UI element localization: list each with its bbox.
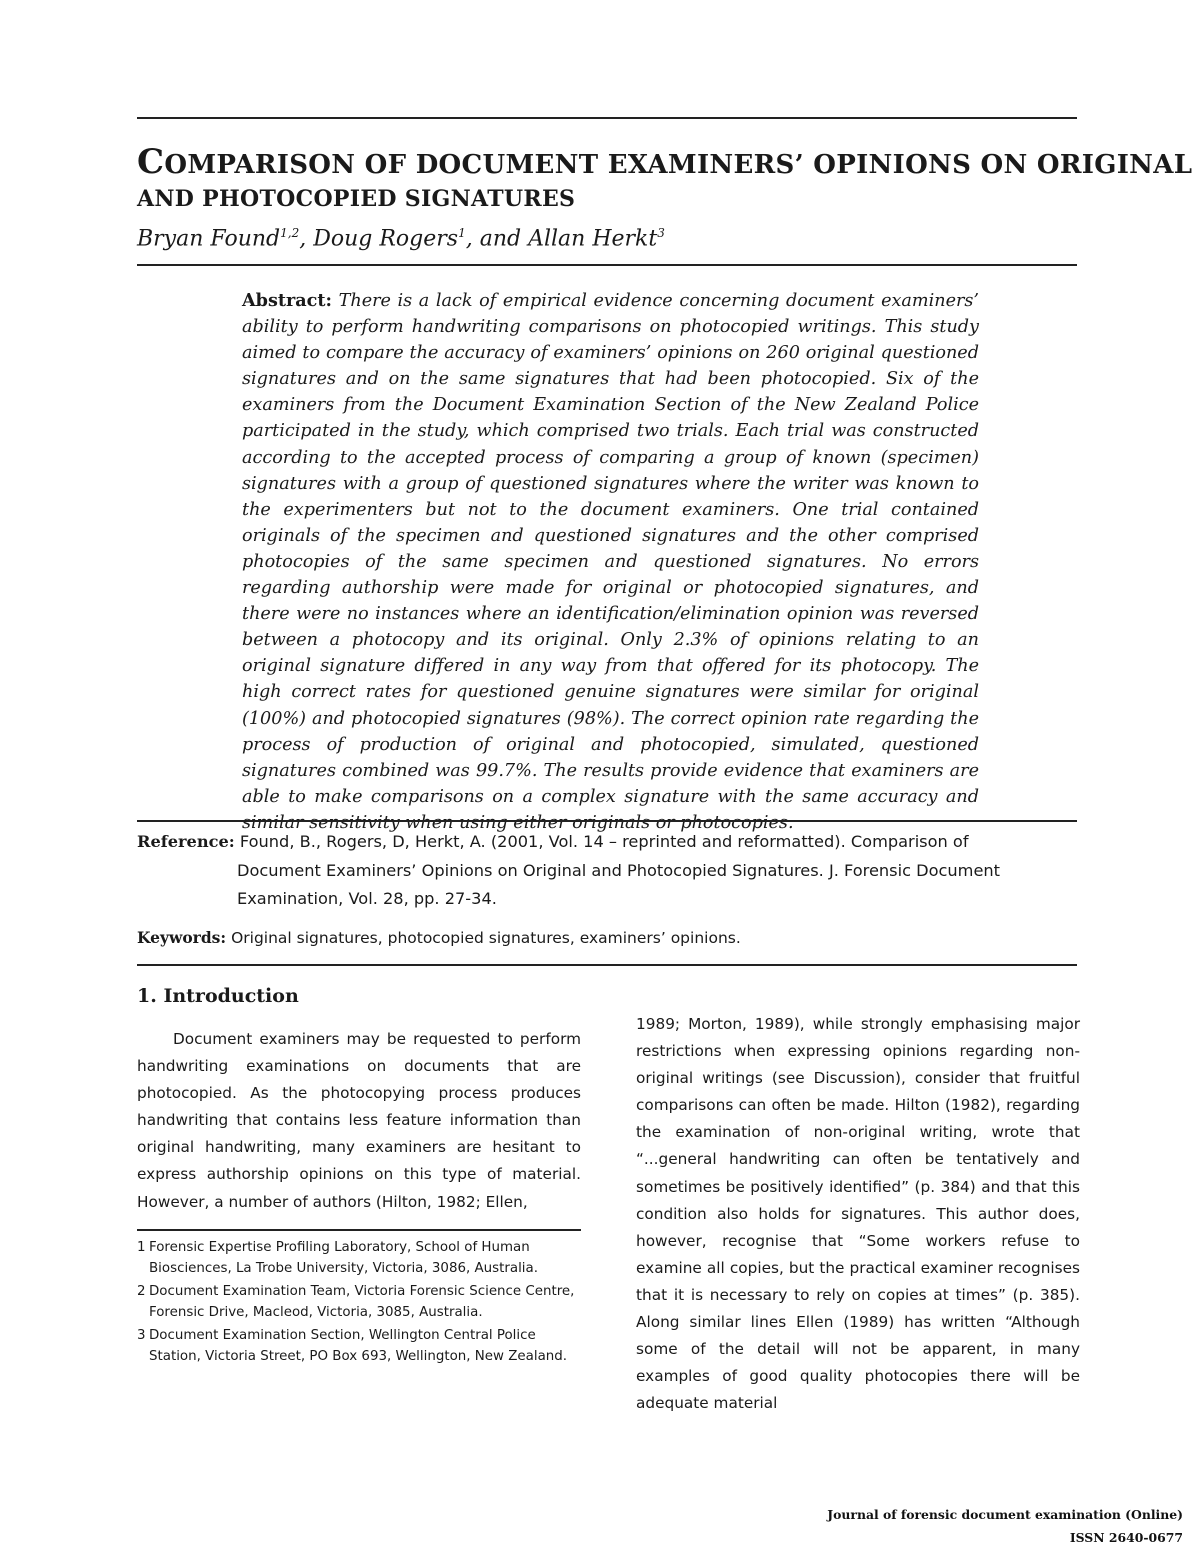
footnote-item — [137, 1326, 581, 1367]
author-affiliation: 1 — [458, 226, 466, 240]
footnote-text: Document Examination Section, Wellington Central Police Station, Victoria Street, PO Box 693, Wellington, New Zealand. — [149, 1328, 568, 1364]
footnote-text: Document Examination Team, Victoria Forensic Science Centre, Forensic Drive, Macleod, Victoria, 3085, Australia. — [149, 1284, 575, 1320]
footnote-item — [137, 1282, 581, 1323]
section-heading-introduction: 1. Introduction — [137, 985, 299, 1007]
title-initial-cap: C — [137, 142, 165, 182]
abstract-bottom-rule — [137, 820, 1077, 822]
reference-line-1: Found, B., Rogers, D, Herkt, A. (2001, Vol. 14 – reprinted and reformatted). Comparison of — [239, 832, 969, 851]
abstract — [242, 288, 979, 836]
reference-line-2: Document Examiners’ Opinions on Original and Photocopied Signatures. J. Forensic Document — [237, 860, 1001, 880]
keywords-label: Keywords: — [137, 928, 227, 947]
footnotes — [137, 1238, 581, 1371]
footer-issn: ISSN 2640-0677 — [1069, 1530, 1183, 1545]
header-top-rule — [137, 117, 1077, 119]
keywords-text: Original signatures, photocopied signatures, examiners’ opinions. — [231, 929, 741, 947]
article-title-line-2: AND PHOTOCOPIED SIGNATURES — [137, 186, 576, 212]
keywords-bottom-rule — [137, 964, 1077, 966]
footnote-number: 2 — [137, 1284, 146, 1300]
title-bottom-rule — [137, 264, 1077, 266]
author-separator: , and — [465, 226, 529, 252]
author-separator: , — [299, 226, 314, 252]
footnote-text: Forensic Expertise Profiling Laboratory, School of Human Biosciences, La Trobe University, Victoria, 3086, Australia. — [149, 1240, 538, 1276]
footnote-rule — [137, 1229, 581, 1231]
footnote-number: 3 — [137, 1328, 146, 1344]
author-name: Doug Rogers — [313, 226, 459, 252]
intro-left-column-text: Document examiners may be requested to perform handwriting examinations on documents that are photocopied. As the photocopying process produces handwriting that contains less feature information than original handwriting, many examiners are hesitant to express authorship opinions on this type of material. However, a number of authors (Hilton, 1982; Ellen, — [137, 1030, 581, 1211]
abstract-label: Abstract: — [242, 290, 332, 311]
reference-line-3: Examination, Vol. 28, pp. 27-34. — [237, 889, 497, 908]
author-affiliation: 3 — [657, 226, 665, 240]
footnote-number: 1 — [137, 1240, 146, 1255]
abstract-text: There is a lack of empirical evidence concerning document examiners’ ability to perform handwriting comparisons on photocopied writings. This study aimed to compare the accuracy of examiners’ opinions on 260 original questioned signatures and on the same signatures that had been photocopied. Six of the examiners from the Document Examination Section of the New Zealand Police participated in the study, which comprised two trials. Each trial was constructed according to the accepted process of comparing a group of known (specimen) signatures with a group of questioned signatures where the writer was known to the experimenters but not to the document examiners. One trial contained originals of the specimen and questioned signatures and the other comprised photocopies of the same specimen and questioned signatures. No errors regarding authorship were made for original or photocopied signatures, and there were no instances where an identification/elimination opinion was reversed between a photocopy and its original. Only 2.3% of opinions relating to an original signature differed in any way from that offered for its photocopy. The high correct rates for questioned genuine signatures were similar for original (100%) and photocopied signatures (98%). The correct opinion rate regarding the process of production of original and photocopied, simulated, questioned signatures combined was 99.7%. The results provide evidence that examiners are able to make comparisons on a complex signature with the same accuracy and similar sensitivity when using either originals or photocopies. — [242, 291, 980, 833]
keywords-block — [137, 928, 741, 947]
author-name: Allan Herkt — [528, 226, 658, 252]
footer-journal-name: Journal of forensic document examination (Online) — [827, 1507, 1183, 1522]
article-title-line-1 — [137, 142, 1192, 182]
footnote-item — [137, 1238, 581, 1279]
intro-right-column-text: 1989; Morton, 1989), while strongly emphasising major restrictions when expressing opinions regarding non-original writings (see Discussion), consider that fruitful comparisons can often be made. Hilton (1982), regarding the examination of non-original writing, wrote that “...general handwriting can often be tentatively and sometimes be positively identified” (p. 384) and that this condition also holds for signatures. This author does, however, recognise that “Some workers refuse to examine all copies, but the practical examiner recognises that it is necessary to rely on copies at times” (p. 385). Along similar lines Ellen (1989) has written “Although some of the detail will not be apparent, in many examples of good quality photocopies there will be adequate material — [636, 1015, 1080, 1413]
title-line-1-rest: OMPARISON OF DOCUMENT EXAMINERS’ OPINIONS ON ORIGINAL — [164, 150, 1193, 180]
author-list — [137, 226, 665, 251]
author-name: Bryan Found — [137, 226, 281, 252]
reference-block — [137, 828, 1057, 914]
author-affiliation: 1,2 — [280, 226, 300, 240]
reference-label: Reference: — [137, 832, 235, 851]
